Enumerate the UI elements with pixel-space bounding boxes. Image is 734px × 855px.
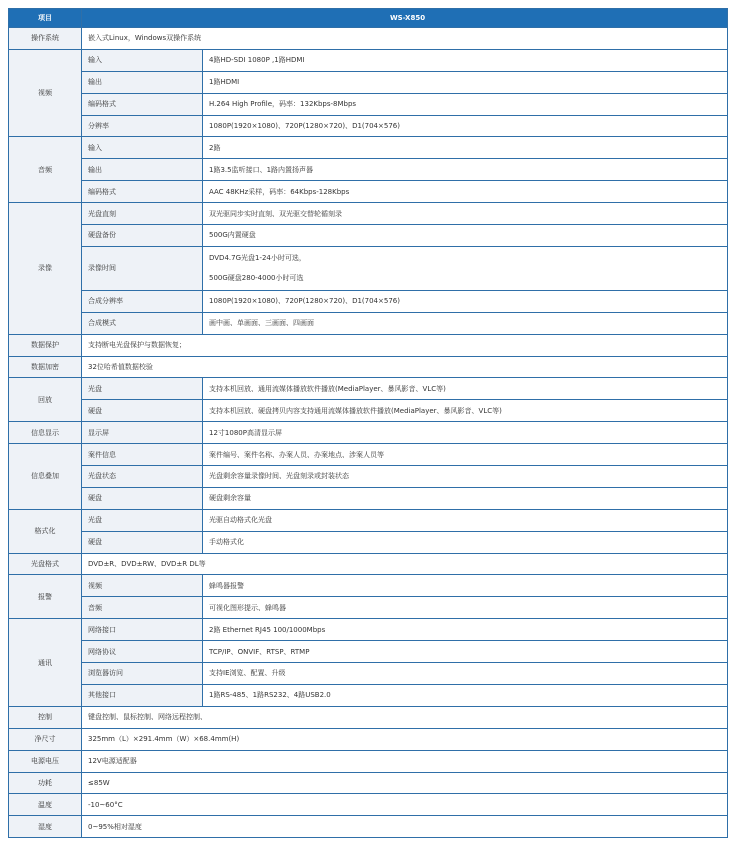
- row-value: 蜂鸣器报警: [203, 575, 728, 597]
- table-row: [9, 619, 728, 641]
- table-row: [9, 531, 728, 553]
- row-category: 操作系统: [9, 28, 82, 50]
- row-subcategory: 硬盘备份: [82, 225, 203, 247]
- row-category: 通讯: [9, 619, 82, 707]
- row-subcategory: 硬盘: [82, 400, 203, 422]
- table-row: [9, 816, 728, 838]
- table-row: [9, 422, 728, 444]
- row-value: 支持IE浏览、配置、升级: [203, 663, 728, 685]
- table-row: [9, 444, 728, 466]
- table-row: [9, 115, 728, 137]
- row-category: 功耗: [9, 772, 82, 794]
- row-value: H.264 High Profile，码率：132Kbps-8Mbps: [203, 93, 728, 115]
- row-subcategory: 合成分辨率: [82, 290, 203, 312]
- table-row: [9, 71, 728, 93]
- table-row: [9, 181, 728, 203]
- row-value: 1路3.5监听接口、1路内置扬声器: [203, 159, 728, 181]
- spec-table: [8, 8, 728, 838]
- row-value: 325mm（L）×291.4mm（W）×68.4mm(H): [82, 728, 728, 750]
- table-row: [9, 290, 728, 312]
- row-value: 1080P(1920×1080)、720P(1280×720)、D1(704×576): [203, 115, 728, 137]
- table-row: [9, 750, 728, 772]
- row-subcategory: 网络接口: [82, 619, 203, 641]
- row-subcategory: 输出: [82, 71, 203, 93]
- row-value: 光驱自动格式化光盘: [203, 509, 728, 531]
- row-category: 数据加密: [9, 356, 82, 378]
- row-subcategory: 输出: [82, 159, 203, 181]
- row-subcategory: 其他接口: [82, 684, 203, 706]
- table-row: [9, 684, 728, 706]
- row-subcategory: 光盘: [82, 378, 203, 400]
- row-category: 光盘格式: [9, 553, 82, 575]
- row-value: 2路: [203, 137, 728, 159]
- row-value: TCP/IP、ONVIF、RTSP、RTMP: [203, 641, 728, 663]
- header-model: WS-X850: [82, 9, 728, 28]
- table-row: [9, 772, 728, 794]
- table-row: [9, 794, 728, 816]
- table-row: [9, 356, 728, 378]
- row-subcategory: 硬盘: [82, 487, 203, 509]
- row-value: 1080P(1920×1080)、720P(1280×720)、D1(704×576): [203, 290, 728, 312]
- row-value: 32位哈希值数据校验: [82, 356, 728, 378]
- row-value: 支持断电光盘保护与数据恢复；: [82, 334, 728, 356]
- table-row: [9, 225, 728, 247]
- table-row: [9, 487, 728, 509]
- row-category: 信息显示: [9, 422, 82, 444]
- table-row: [9, 641, 728, 663]
- row-category: 温度: [9, 794, 82, 816]
- row-subcategory: 视频: [82, 575, 203, 597]
- row-category: 视频: [9, 49, 82, 137]
- row-subcategory: 音频: [82, 597, 203, 619]
- table-row: [9, 49, 728, 71]
- table-row: [9, 400, 728, 422]
- row-category: 录像: [9, 203, 82, 335]
- row-subcategory: 浏览器访问: [82, 663, 203, 685]
- value-line: 500G硬盘280-4000小时可选: [209, 274, 304, 283]
- row-category: 报警: [9, 575, 82, 619]
- row-subcategory: 硬盘: [82, 531, 203, 553]
- row-subcategory: 输入: [82, 49, 203, 71]
- row-subcategory: 录像时间: [82, 246, 203, 290]
- row-category: 信息叠加: [9, 444, 82, 510]
- row-value: 键盘控制、鼠标控制、网络远程控制、: [82, 706, 728, 728]
- row-subcategory: 网络协议: [82, 641, 203, 663]
- row-value: 2路 Ethernet RJ45 100/1000Mbps: [203, 619, 728, 641]
- row-value: [203, 246, 728, 290]
- table-row: [9, 378, 728, 400]
- row-value: 支持本机回放、通用流媒体播放软件播放(MediaPlayer、暴风影音、VLC等): [203, 378, 728, 400]
- table-row: [9, 466, 728, 488]
- row-value: 光盘剩余容量录像时间、光盘刻录或封装状态: [203, 466, 728, 488]
- table-row: [9, 203, 728, 225]
- table-row: [9, 575, 728, 597]
- table-row: [9, 93, 728, 115]
- row-subcategory: 分辨率: [82, 115, 203, 137]
- table-row: [9, 28, 728, 50]
- row-value: 500G内置硬盘: [203, 225, 728, 247]
- row-subcategory: 输入: [82, 137, 203, 159]
- table-row: [9, 509, 728, 531]
- row-subcategory: 编码格式: [82, 93, 203, 115]
- row-subcategory: 光盘直刻: [82, 203, 203, 225]
- table-row: [9, 597, 728, 619]
- row-category: 数据保护: [9, 334, 82, 356]
- row-value: 手动格式化: [203, 531, 728, 553]
- row-subcategory: 显示屏: [82, 422, 203, 444]
- row-value: DVD±R、DVD±RW、DVD±R DL等: [82, 553, 728, 575]
- row-category: 回放: [9, 378, 82, 422]
- table-row: [9, 706, 728, 728]
- row-value: AAC 48KHz采样，码率：64Kbps-128Kbps: [203, 181, 728, 203]
- row-category: 电源电压: [9, 750, 82, 772]
- header-row: [9, 9, 728, 28]
- table-row: [9, 246, 728, 290]
- row-subcategory: 编码格式: [82, 181, 203, 203]
- row-subcategory: 光盘: [82, 509, 203, 531]
- row-value: 1路HDMI: [203, 71, 728, 93]
- row-value: 双光驱同步实时直刻、双光驱交替轮循刻录: [203, 203, 728, 225]
- table-row: [9, 663, 728, 685]
- table-row: [9, 728, 728, 750]
- spec-sheet: [8, 8, 727, 838]
- value-line: DVD4.7G光盘1-24小时可选，: [209, 254, 306, 263]
- row-value: 12寸1080P高清显示屏: [203, 422, 728, 444]
- row-value: 嵌入式Linux，Windows双操作系统: [82, 28, 728, 50]
- row-subcategory: 合成模式: [82, 312, 203, 334]
- table-row: [9, 334, 728, 356]
- header-item: 项目: [9, 9, 82, 28]
- table-row: [9, 312, 728, 334]
- row-subcategory: 光盘状态: [82, 466, 203, 488]
- row-category: 净尺寸: [9, 728, 82, 750]
- table-row: [9, 553, 728, 575]
- row-value: 可视化图形提示、蜂鸣器: [203, 597, 728, 619]
- row-subcategory: 案件信息: [82, 444, 203, 466]
- row-category: 湿度: [9, 816, 82, 838]
- row-value: 4路HD-SDI 1080P ,1路HDMI: [203, 49, 728, 71]
- row-value: 12V电源适配器: [82, 750, 728, 772]
- row-value: 0~95%相对湿度: [82, 816, 728, 838]
- row-value: 案件编号、案件名称、办案人员、办案地点、涉案人员等: [203, 444, 728, 466]
- row-value: 硬盘剩余容量: [203, 487, 728, 509]
- row-category: 音频: [9, 137, 82, 203]
- table-row: [9, 159, 728, 181]
- row-category: 控制: [9, 706, 82, 728]
- row-value: ≤85W: [82, 772, 728, 794]
- row-value: -10~60°C: [82, 794, 728, 816]
- row-value: 支持本机回放、硬盘拷贝内容支持通用流媒体播放软件播放(MediaPlayer、暴风影音、VLC等): [203, 400, 728, 422]
- row-category: 格式化: [9, 509, 82, 553]
- row-value: 画中画、单画面、三画面、四画面: [203, 312, 728, 334]
- row-value: 1路RS-485、1路RS232、4路USB2.0: [203, 684, 728, 706]
- table-row: [9, 137, 728, 159]
